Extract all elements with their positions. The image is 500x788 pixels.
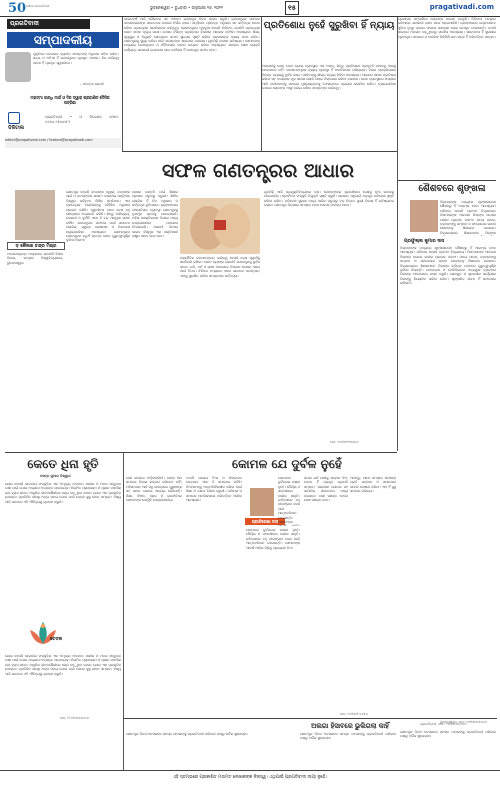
komal-date: ମୋ: ୯୪୩୭୯୮୭୬୫୪ bbox=[340, 712, 368, 716]
digital-label: ଡିଜିଟାଲ bbox=[8, 125, 25, 131]
lotus-label: ଚେତନା bbox=[50, 637, 63, 642]
komal-col-4: ସମାଜ ଯଦି ନାରୀକୁ ସମ୍ମାନ ଦିଏ, ତେବେ ହିଁ ପ୍ରକୃତ ପ୍ରଗତି ସମ୍ଭବ। ସରକାରୀ ଯୋଜନା ସହ ସାମାଜିକ ସଚେତନତା ମଧ୍ୟ ଦରକାର। ନାରୀ ସଶକ୍ତ ହେଲେ ଦେଶ ସଶକ୍ତ ହେବ। bbox=[304, 476, 348, 503]
bottom-text-left: ଗଣତନ୍ତ୍ର ଦିବସ ଅବସରରେ ସମସ୍ତ ପାଠକଙ୍କୁ ପ୍ରଗତିବାଦୀ ପରିବାର ପକ୍ଷରୁ ହାର୍ଦ୍ଦିକ ଶୁଭେଚ୍ଛା। bbox=[126, 732, 248, 736]
anniversary-logo: 50 bbox=[8, 1, 27, 16]
logo-subtitle: ବର୍ଷରେ ପ୍ରଗତିବାଦୀ bbox=[26, 4, 50, 8]
shaishav-title: ଶୈଶବରେ ଶୃଙ୍ଖଳା bbox=[418, 184, 486, 194]
author-name: ଡ଼ କୈଳାଶ ଚନ୍ଦ୍ର ମିଶ୍ର bbox=[7, 242, 65, 250]
right-column-text: ପ୍ରଶାସନ ସମ୍ପର୍କରେ ଲୋକଙ୍କ ଧାରଣା ବଦଳୁଛି। ଡିଜିଟାଲ ମାଧ୍ୟମ ଜରିଆରେ ସରକାରୀ ସେବା ସହଜ ହୋଇପାରିଛି। ଗ୍ରାମାଞ୍ଚଳରେ ଇଣ୍ଟରନେଟ ସୁବିଧା ବୃଦ୍ଧି ପାଇବା ଫଳରେ ସାଧାରଣ ଲୋକ ଉପକୃତ ହେଉଛନ୍ତି। ତଥାପି ସାଇବର ଅପରାଧ ବଢ଼ୁଥିବାରୁ ସତର୍କତା ଆବଶ୍ୟକ। ସଚେତନତା ହିଁ ସୁରକ୍ଷାର ମୂଳମନ୍ତ୍ର। ସରକାର ଓ ନାଗରିକ ମିଳିମିଶି କାମ କଲେ ହିଁ ପରିବର୍ତ୍ତନ ସମ୍ଭବ। bbox=[398, 17, 496, 39]
author-name: ପ୍ରଫୁଲ୍ଲ କୁମାର ଦାସ bbox=[404, 239, 445, 244]
page-number: ୧୫ bbox=[285, 1, 299, 15]
dateline: ଭୁବନେଶ୍ୱର • ବୁଧବାର • ଜାନୁଆରୀ ୨୬, ୨୦୨୨ bbox=[150, 5, 223, 10]
hands-icon bbox=[180, 198, 260, 254]
main-col-2: ଦେଶର ଉନ୍ନତି ପାଇଁ ଶିକ୍ଷାର ପ୍ରସାର ସବୁଠାରୁ ଜରୁରୀ। ଶିକ୍ଷିତ ନାଗରିକ ହିଁ ନିଜ ଅଧିକାର ଓ କର୍ତ୍ତବ୍ୟ ବୁଝିପାରେ। ଗ୍ରାମାଞ୍ଚଳରେ ପଞ୍ଚାୟତିରାଜ ବ୍ୟବସ୍ଥା ଗଣତନ୍ତ୍ରକୁ ତୃଣମୂଳ ସ୍ତରକୁ ନେଇଯାଇଛି। ମହିଳା ସଶକ୍ତିକରଣ ଦିଗରେ ମଧ୍ୟ ଉଲ୍ଲେଖନୀୟ ପଦକ୍ଷେପ ନିଆଯାଇଛି। ଆଗାମୀ ଦିନରେ ଭାରତ ବିଶ୍ୱର ଏକ ଶକ୍ତିଶାଳୀ ରାଷ୍ଟ୍ର ଭାବେ ଉଭା ହେବ। bbox=[132, 190, 178, 239]
main-headline: ସଫଳ ଗଣତନ୍ତ୍ରର ଆଧାର bbox=[162, 160, 354, 182]
masthead-info: ମହାତ୍ମା ଗାନ୍ଧି ମାର୍ଗ ଓ ଦିନ ଦ୍ୱାରା ପ୍ରକାଶିତ ଦୈନିକ ପତ୍ରିକା bbox=[30, 95, 110, 105]
main-col-1: ଗଣତନ୍ତ୍ର ହେଉଛି ଜନତାଙ୍କ ଦ୍ୱାରା, ଜନତାଙ୍କ ପାଇଁ ଓ ଜନତାଙ୍କର ଶାସନ। ଭାରତୀୟ ସମ୍ବିଧାନ ବିଶ୍ୱର ସର୍ବବୃହତ ଲିଖିତ ସମ୍ବିଧାନ। ଏହା ପ୍ରତ୍ୟେକ ନାଗରିକଙ୍କୁ ମୌଳିକ ଅଧିକାର ପ୍ରଦାନ କରିଛି। ସ୍ୱାଧୀନତା ପରେ ଦେଶ ବହୁ କ୍ଷେତ୍ରରେ ଅଗ୍ରଗତି କରିଛି। କିନ୍ତୁ ଦାରିଦ୍ର୍ୟ, ବେକାରୀ ଓ ଦୁର୍ନୀତି ଏବେ ବି ବଡ଼ ଆହ୍ୱାନ ଭାବେ ରହିଛି। ଗଣତନ୍ତ୍ରର ସଫଳତା ପାଇଁ ସଚେତନ ନାଗରିକ, ସ୍ୱଚ୍ଛ ପ୍ରଶାସନ ଓ ନିରପେକ୍ଷ ନ୍ୟାୟପାଳିକା ଆବଶ୍ୟକ। ଗଣମାଧ୍ୟମ ଗଣତନ୍ତ୍ରର ଚତୁର୍ଥ ସ୍ତମ୍ଭ ଭାବେ ଗୁରୁତ୍ୱପୂର୍ଣ୍ଣ ଭୂମିକା ନିଭାଏ। bbox=[66, 190, 130, 243]
opinion-text: ଅପରାଧୀକୁ ଦଣ୍ଡ ଦେବା ନ୍ୟାୟ ବ୍ୟବସ୍ଥାର ଏକ ଅଙ୍ଗ, କିନ୍ତୁ ପ୍ରତିଶୋଧ ପ୍ରବୃତ୍ତି ସମାଜକୁ ଆଗକୁ ନେଇପାରେ ନାହିଁ। ସଂଶୋଧନମୂଳକ ନ୍ୟାୟ ବ୍ୟବସ୍ଥା ହିଁ ମାନବିକତାର ପରିଚାୟକ। ବିଚାର ପ୍ରକ୍ରିୟାରେ ବିଳମ୍ବ ନ୍ୟାୟକୁ ଦୁର୍ବଳ କରେ। ପୀଡ଼ିତଙ୍କୁ ଶୀଘ୍ର ନ୍ୟାୟ ମିଳିବା ଆବଶ୍ୟକ। ଆଇନର ଶାସନ ପ୍ରତିଷ୍ଠା କରିବା ସହ ଅପରାଧର ମୂଳ କାରଣ ଖୋଜି ତାହାର ନିରାକରଣ କରିବା ଦରକାର। ଜେଲ ବ୍ୟବସ୍ଥାରେ ସଂସ୍କାର ଆଣି ବନ୍ଦୀମାନଙ୍କୁ ସମାଜର ମୁଖ୍ୟସ୍ରୋତକୁ ଫେରାଇବାର ପ୍ରୟାସ କରାଯିବା ଉଚିତ। ନ୍ୟାୟପାଳିକା ଉପରେ ଲୋକଙ୍କ ଆସ୍ଥା ବଜାୟ ରଖିବା ସମସ୍ତଙ୍କ ଦାୟିତ୍ୱ। bbox=[262, 64, 396, 91]
author-bio: ଅବସରପ୍ରାପ୍ତ ଅଧ୍ୟାପକ, ରାଜନୀତି ବିଜ୍ଞାନ ବିଭାଗ, ଉତ୍କଳ ବିଶ୍ୱବିଦ୍ୟାଳୟ, ଭୁବନେଶ୍ୱର bbox=[7, 252, 63, 265]
komal-title: କୋମଳ ଯେ ଦୁର୍ବଳ ନୁହେଁ bbox=[232, 457, 342, 471]
page-header bbox=[0, 0, 500, 17]
column-divider bbox=[123, 452, 124, 770]
column-divider bbox=[122, 17, 123, 151]
kedhini-title: କେତେ ଧିନା ହୃତି bbox=[27, 457, 99, 471]
gandhi-quote: ମୁକ୍ତିରେ ଭେଦଭାବ ବ୍ୟତୀତ ସମସ୍ତଙ୍କ ଅଧିକାର ରହିବା ଉଚିତ। ସତ୍ୟ ଓ ଅହିଂସା ହିଁ ଗଣତନ୍ତ୍ରର ପ୍ରକୃତ ଆଧାର। ନିଜ ଦାୟିତ୍ୱ ପାଳନ ହିଁ ପ୍ରକୃତ ସ୍ୱାଧୀନତା। bbox=[33, 52, 119, 65]
bottom-text-far-right: ଗଣତନ୍ତ୍ର ଦିବସ ଅବସରରେ ସମସ୍ତ ପାଠକଙ୍କୁ ପ୍ରଗତିବାଦୀ ପରିବାର ପକ୍ଷରୁ ହାର୍ଦ୍ଦିକ ଶୁଭେଚ୍ଛା। bbox=[400, 730, 496, 739]
site-url[interactable]: pragativadi.com bbox=[429, 3, 494, 11]
gandhi-portrait bbox=[5, 52, 31, 82]
opinion-title: ପ୍ରତିଶୋଧ ନୁହେଁ ସୁରୁଖିବା ହିଁ ନ୍ୟାୟ bbox=[263, 20, 395, 31]
author-name-tag: ପ୍ରୀତିରେଖା ଦାସ bbox=[245, 518, 285, 525]
bottom-headline: ଅଲଗା ହିସାବରେ ଭୁଲିଗଲା କାହିଁ bbox=[311, 722, 389, 730]
row-divider bbox=[398, 180, 496, 181]
komal-col-2: ତଥାପି ଘରୋଇ ହିଂସା ଓ ଲିଙ୍ଗଗତ ଭେଦଭାବ ଏବେ ବି ସମାଜରେ ରହିଛି। ଝିଅମାନଙ୍କୁ ଆତ୍ମନିର୍ଭରଶୀଳ କରିବା ପାଇଁ ଶିକ୍ଷା ଓ ଦକ୍ଷତା ବିକାଶ ଜରୁରୀ। ପରିବାର ଓ ସମାଜର ମାନସିକତାରେ ପରିବର୍ତ୍ତନ ଆଣିବା ଆବଶ୍ୟକ। bbox=[186, 476, 242, 503]
shaishav-date: ଭୁବନେଶ୍ୱର, ମୋ: ୯୪୩୭୦୦୦୦୦ bbox=[440, 720, 487, 724]
kedhini-text: ଯୋଗ ହେଉଛି ଭାରତୀୟ ସଂସ୍କୃତିର ଏକ ଅମୂଲ୍ୟ ଅବଦାନ। ଶରୀର ଓ ମନର ସନ୍ତୁଳନ ରକ୍ଷା ପାଇଁ ଯୋଗ ଅଭ୍ୟାସ ଅତ୍ୟନ୍ତ ଲାଭଦାୟକ। ନିୟମିତ ପ୍ରାଣାୟାମ ଓ ଧ୍ୟାନ ମାନସିକ ଚାପ ହ୍ରାସ କରେ। ଆଧୁନିକ ଜୀବନଶୈଳୀରେ ରୋଗ ବଢ଼ୁଥିବା ବେଳେ ଯୋଗ ଏକ ପ୍ରାକୃତିକ ଉପଚାର। ପ୍ରତିଦିନ ସକାଳୁ ଅଳ୍ପ ସମୟ ଯୋଗ ପାଇଁ ଦେଲେ ସୁସ୍ଥ ଜୀବନ ସମ୍ଭବ। ବିଶ୍ୱ ଆଜି ଭାରତର ଏହି ଐତିହ୍ୟକୁ ଗ୍ରହଣ କରୁଛି। bbox=[5, 482, 121, 504]
bottom-text-right: ଗଣତନ୍ତ୍ର ଦିବସ ଅବସରରେ ସମସ୍ତ ପାଠକଙ୍କୁ ପ୍ରଗତିବାଦୀ ପରିବାର ପକ୍ଷରୁ ହାର୍ଦ୍ଦିକ ଶୁଭେଚ୍ଛା। bbox=[300, 732, 396, 741]
main-date: ମୋ: ୯୪୩୭୧୨୩୪୫୬ bbox=[330, 440, 359, 444]
author-photo bbox=[15, 190, 55, 240]
kedhini-text-2: ଯୋଗ ହେଉଛି ଭାରତୀୟ ସଂସ୍କୃତିର ଏକ ଅମୂଲ୍ୟ ଅବଦାନ। ଶରୀର ଓ ମନର ସନ୍ତୁଳନ ରକ୍ଷା ପାଇଁ ଯୋଗ ଅଭ୍ୟାସ ଅତ୍ୟନ୍ତ ଲାଭଦାୟକ। ନିୟମିତ ପ୍ରାଣାୟାମ ଓ ଧ୍ୟାନ ମାନସିକ ଚାପ ହ୍ରାସ କରେ। ଆଧୁନିକ ଜୀବନଶୈଳୀରେ ରୋଗ ବଢ଼ୁଥିବା ବେଳେ ଯୋଗ ଏକ ପ୍ରାକୃତିକ ଉପଚାର। ପ୍ରତିଦିନ ସକାଳୁ ଅଳ୍ପ ସମୟ ଯୋଗ ପାଇଁ ଦେଲେ ସୁସ୍ଥ ଜୀବନ ସମ୍ଭବ। ବିଶ୍ୱ ଆଜି ଭାରତର ଏହି ଐତିହ୍ୟକୁ ଗ୍ରହଣ କରୁଛି। bbox=[5, 654, 121, 676]
editorial-text: ଭାରତବର୍ଷ ଆଜି ଗୌରବର ସହ ୭୩ତମ ଗଣତନ୍ତ୍ର ଦିବସ ପାଳନ କରୁଛି। ଗଣତନ୍ତ୍ରର ସଫଳତା ଜନସାଧାରଣଙ୍କ ସଚେତନତା ଉପରେ ନିର୍ଭର କରେ। ସମ୍ବିଧାନ ପ୍ରଦତ୍ତ ଅଧିକାର ସହ କର୍ତ୍ତବ୍ୟ ପାଳନ କରିବା ପ୍ରତ୍ୟେକ ନାଗରିକଙ୍କ ଦାୟିତ୍ୱ। ଲୋକତନ୍ତ୍ରର ମୂଳଦୁଆ ହେଉଛି ନିର୍ବାଚନ, ଯେଉଁଠି ପ୍ରତ୍ୟେକ ଭୋଟ ସମାନ ମୂଲ୍ୟ ରଖେ। ଦେଶର ବିଭିନ୍ନ ପ୍ରାନ୍ତରେ ବିକାଶର ଆଲୋକ ପହଞ୍ଚିବା ଆବଶ୍ୟକ। ଶିକ୍ଷା, ସ୍ୱାସ୍ଥ୍ୟ ଓ ନିଯୁକ୍ତି କ୍ଷେତ୍ରରେ ସମାନ ସୁଯୋଗ ସୃଷ୍ଟି କରିବା ସରକାରଙ୍କ ଲକ୍ଷ୍ୟ ହେବା ଉଚିତ। ଗଣତନ୍ତ୍ରକୁ ସୁଦୃଢ଼ କରିବା ପାଇଁ ସମସ୍ତଙ୍କ ସହଯୋଗ ଦରକାର। ଯୁବପିଢ଼ି ଦେଶର ଭବିଷ୍ୟତ। ସେମାନଙ୍କ ମଧ୍ୟରେ ଦେଶପ୍ରେମ ଓ ନୈତିକତାର ଭାବନା ଜାଗ୍ରତ କରିବା ଆବଶ୍ୟକ। ସମାଜର ଶେଷ ବ୍ୟକ୍ତି ପର୍ଯ୍ୟନ୍ତ ସରକାରୀ ଯୋଜନାର ଲାଭ ପହଞ୍ଚିଲେ ହିଁ ଗଣତନ୍ତ୍ର ସଫଳ ହେବ। bbox=[124, 17, 260, 52]
brand-label: ପ୍ରଗତିବାଦୀ bbox=[7, 19, 90, 29]
komal-col-3-top: କୋମଳତା ଦୁର୍ବଳତାର ଲକ୍ଷଣ ନୁହେଁ। ଧୈର୍ଯ୍ୟ ଓ ସହନଶୀଳତା ନାରୀର ଶକ୍ତି। ଇତିହାସରେ ବହୁ ବୀରାଙ୍ଗନା ଦେଶ ପାଇଁ ଆତ୍ମବଳିଦାନ ଦେଇଛନ୍ତି। ସେମାନଙ୍କ bbox=[278, 476, 300, 525]
digital-icon bbox=[8, 112, 20, 124]
footer-strip: ଏହି ସ୍ତମ୍ଭରେ ପ୍ରକାଶିତ ମତାମତ ଲେଖକଙ୍କ ନିଜସ୍ୱ। ଏଥିପାଇଁ ପ୍ରଗତିବାଦୀ ଦାୟୀ ନୁହେଁ। bbox=[0, 770, 500, 785]
contact-info: ପ୍ରଗତିବାଦୀ • ଓ ନିଦେଶକ ଫୋନ: ୦୬୭୪-୨୫୪୪୭୮୧ bbox=[45, 115, 119, 124]
komal-col-1: ନାରୀ ସମାଜର ଅର୍ଦ୍ଧାଙ୍ଗିନୀ। ତାଙ୍କ ବିନା ସମାଜର ବିକାଶ କଳ୍ପନା କରିହେବ ନାହିଁ। ମହିଳାମାନେ ଆଜି ସବୁ କ୍ଷେତ୍ରରେ ପୁରୁଷଙ୍କ ସହ ସମାନ ତାଳରେ ଆଗେଇ ଚାଲିଛନ୍ତି। ଶିକ୍ଷା, ବିଜ୍ଞାନ, ଖେଳ ଓ ରାଜନୀତିରେ ସେମାନଙ୍କ ଉପସ୍ଥିତି ଉଲ୍ଲେଖନୀୟ। bbox=[126, 476, 182, 503]
kedhini-date: ମୋ: ୯୮୬୧୦୦୦୦୦୦ bbox=[60, 716, 90, 720]
shaishav-body: ପିଲାମାନଙ୍କ ମଧ୍ୟରେ ଶୃଙ୍ଖଳାବୋଧ ଶୈଶବରୁ ହିଁ ଆରମ୍ଭ ହେବା ଆବଶ୍ୟକ। ପରିବାର ହେଉଛି ପ୍ରଥମ ବିଦ୍ୟାଳୟ। ପିତାମାତାଙ୍କ ଆଚରଣ ପିଲାଙ୍କ ଉପରେ ଗଭୀର ପ୍ରଭାବ ପକାଏ। ସମୟ ପାଳନ, ବଡ଼ମାନଙ୍କୁ ସମ୍ମାନ ଓ ସହଯୋଗର ଭାବନା ଛୋଟବେଳୁ ଶିଖାଇବା ଦରକାର। ବିଦ୍ୟାଳୟରେ ଶିକ୍ଷକମାନେ ପିଲାଙ୍କ ଚରିତ୍ର ଗଠନରେ ଗୁରୁତ୍ୱପୂର୍ଣ୍ଣ ଭୂମିକା ନିଭାନ୍ତି। ମୋବାଇଲ ଓ ଟେଲିଭିଜନର ଅତ୍ୟଧିକ ବ୍ୟବହାର ପିଲାଙ୍କ ମନୋଯୋଗ ନଷ୍ଟ କରୁଛି। ଖେଳକୁଦ ଓ ସୃଜନଶୀଳ କାର୍ଯ୍ୟରେ ପିଲାଙ୍କୁ ନିୟୋଜିତ କରିବା ଉଚିତ। ଶୃଙ୍ଖଳିତ ଜୀବନ ହିଁ ସଫଳତାର ଚାବିକାଠି। bbox=[400, 246, 496, 286]
section-title: ସମ୍ପାଦକୀୟ bbox=[7, 32, 119, 48]
komal-col-3: କୋମଳତା ଦୁର୍ବଳତାର ଲକ୍ଷଣ ନୁହେଁ। ଧୈର୍ଯ୍ୟ ଓ ସହନଶୀଳତା ନାରୀର ଶକ୍ତି। ଇତିହାସରେ ବହୁ ବୀରାଙ୍ଗନା ଦେଶ ପାଇଁ ଆତ୍ମବଳିଦାନ ଦେଇଛନ୍ତି। ସେମାନଙ୍କ ଆଦର୍ଶ ଆଜିର ପିଢ଼ିକୁ ପ୍ରେରଣା ଦିଏ। bbox=[246, 528, 300, 550]
author-photo bbox=[250, 488, 274, 516]
shaishav-intro: ପିଲାମାନଙ୍କ ମଧ୍ୟରେ ଶୃଙ୍ଖଳାବୋଧ ଶୈଶବରୁ ହିଁ ଆରମ୍ଭ ହେବା ଆବଶ୍ୟକ। ପରିବାର ହେଉଛି ପ୍ରଥମ ବିଦ୍ୟାଳୟ। ପିତାମାତାଙ୍କ ଆଚରଣ ପିଲାଙ୍କ ଉପରେ ଗଭୀର ପ୍ରଭାବ ପକାଏ। ସମୟ ପାଳନ, ବଡ଼ମାନଙ୍କୁ ସମ୍ମାନ ଓ ସହଯୋଗର ଭାବନା ଛୋଟବେଳୁ ଶିଖାଇବା ଦରକାର। ବିଦ୍ୟାଳୟରେ ଶିକ୍ଷକମାନେ ପିଲାଙ୍କ bbox=[440, 200, 496, 235]
hands-illustration bbox=[180, 198, 260, 254]
lotus-icon bbox=[20, 618, 66, 650]
bottom-date: ପ୍ରଗତିବାଦୀ, ମୋ: ୯୪୩୭୦୦୦୦୦ bbox=[420, 722, 467, 726]
komal-col-5: ଆସନ୍ତୁ, ଆମେ ସମସ୍ତେ ନାରୀଙ୍କ ପ୍ରତି ସମ୍ମାନ ଓ ସମାନତାର ଭାବନା ପୋଷଣ କରିବା। ଏହା ହିଁ ସୁସ୍ଥ ସମାଜର ପରିଚୟ। bbox=[350, 476, 396, 494]
kedhini-byline: ବସନ୍ତ କୁମାର ବିଶ୍ୱାଳ bbox=[40, 474, 71, 478]
lotus-illustration bbox=[20, 618, 66, 650]
main-col-4: ଯୁବପିଢ଼ି ଆଜି ପ୍ରଯୁକ୍ତିବିଦ୍ୟାରେ ଦକ୍ଷ। ସେମାନଙ୍କର ସୃଜନଶୀଳତା ଦେଶକୁ ନୂଆ ଉଚ୍ଚତାକୁ ନେଇପାରିବ। ଷ୍ଟାର୍ଟଅପ ସଂସ୍କୃତି ନିଯୁକ୍ତି ସୃଷ୍ଟି କରୁଛି। ସରକାର ଏଥିପାଇଁ ଅନୁକୂଳ ପରିବେଶ ସୃଷ୍ଟି କରିବା ଉଚିତ। ପରିବେଶ ସୁରକ୍ଷା ମଧ୍ୟ ଆଜିର ସବୁଠାରୁ ବଡ଼ ଚିନ୍ତା। ସ୍ଥାୟୀ ବିକାଶ ହିଁ ଭବିଷ୍ୟତର ରାସ୍ତା। ଗଣତନ୍ତ୍ର ଦିବସରେ ସମସ୍ତେ ଦେଶ ସେବାର ସଂକଳ୍ପ ନେବା। bbox=[264, 190, 394, 208]
row-divider bbox=[123, 718, 497, 719]
email-bar[interactable]: editor@pragativadi.com / feature@pragativadi.com bbox=[5, 138, 121, 148]
author-photo bbox=[410, 200, 438, 232]
main-col-3: ରାଜନୈତିକ ଦଳମାନଙ୍କର ଦାୟିତ୍ୱ ହେଉଛି ଦେଶ ସ୍ୱାର୍ଥକୁ ସର୍ବୋପରି ରଖିବା। ଭୋଟ ବ୍ୟାଙ୍କ ରାଜନୀତି ଗଣତନ୍ତ୍ରକୁ ଦୁର୍ବଳ କରେ। ଜାତି, ଧର୍ମ ଓ ଭାଷା ଆଧାରରେ ବିଭାଜନ ଦେଶର ଏକତା ପାଇଁ ବିପଦ। ବିବିଧତା ମଧ୍ୟରେ ଏକତା ଭାରତର ପରମ୍ପରା। ଏହାକୁ ସୁରକ୍ଷିତ ରଖିବା ସମସ୍ତଙ୍କ କର୍ତ୍ତବ୍ୟ। bbox=[180, 256, 260, 278]
row-divider bbox=[5, 452, 397, 453]
quote-author: – ମହାତ୍ମା ଗାନ୍ଧୀ bbox=[80, 82, 104, 86]
